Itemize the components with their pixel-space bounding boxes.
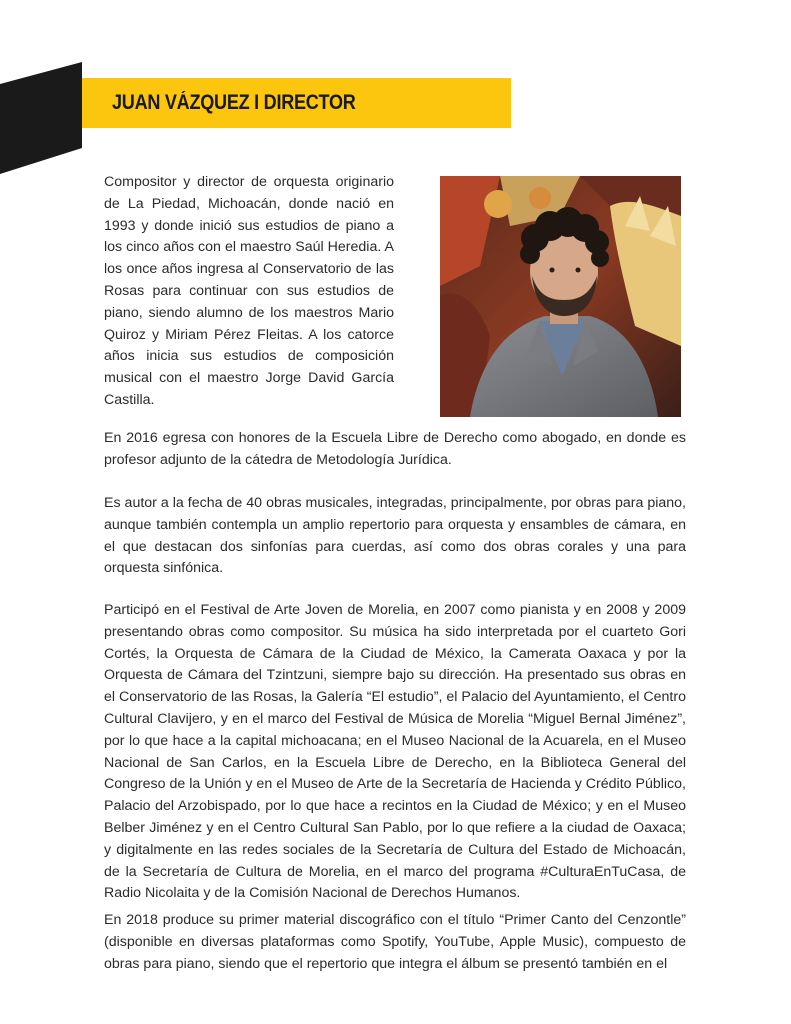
intro-paragraph: Compositor y director de orquesta originario de La Piedad, Michoacán, donde nació en 1993 y donde inició sus estudios de piano a los cinco años con el maestro Saúl Heredia. A los once años ingresa al Conservatorio de las Rosas para continuar con sus estudios de piano, siendo alumno de los maestros Mario Quiroz y Miriam Pérez Fleitas. A los catorce años inicia sus estudios de composición musical con el maestro Jorge David García Castilla. <box>104 174 394 408</box>
bio-paragraph-law: En 2016 egresa con honores de la Escuela Libre de Derecho como abogado, en donde es profesor adjunto de la cátedra de Metodología Jurídica. <box>104 430 686 468</box>
director-portrait <box>440 176 681 417</box>
bio-paragraph-discography: En 2018 produce su primer material discográfico con el título “Primer Canto del Cenzontle” (disponible en diversas plataformas como Spotify, YouTube, Apple Music), compuesto de obras para piano, siendo que el repertorio que integra el álbum se presentó también en el <box>104 912 686 972</box>
title-banner <box>82 78 511 128</box>
bio-paragraph-performances: Participó en el Festival de Arte Joven de Morelia, en 2007 como pianista y en 2008 y 2009 presentando obras como compositor. Su música ha sido interpretada por el cuarteto Gori Cortés, la Orquesta de Cámara de la Ciudad de México, la Camerata Oaxaca y por la Orquesta de Cámara del Tzintzuni, siempre bajo su dirección. Ha presentado sus obras en el Conservatorio de las Rosas, la Galería “El estudio”, el Palacio del Ayuntamiento, el Centro Cultural Clavijero, y en el marco del Festival de Música de Morelia “Miguel Bernal Jiménez”, por lo que hace a la capital michoacana; en el Museo Nacional de la Acuarela, en el Museo Nacional de San Carlos, en la Escuela Libre de Derecho, en la Biblioteca General del Congreso de la Unión y en el Museo de Arte de la Secretaría de Hacienda y Crédito Público, Palacio del Arzobispado, por lo que hace a recintos en la Ciudad de México; y en el Museo Belber Jiménez y en el Centro Cultural San Pablo, por lo que refiere a la ciudad de Oaxaca; y digitalmente en las redes sociales de la Secretaría de Cultura del Estado de Michoacán, de la Secretaría de Cultura de Morelia, en el marco del programa #CulturaEnTuCasa, de Radio Nicolaita y de la Comisión Nacional de Derechos Humanos. <box>104 602 686 902</box>
corner-decoration <box>0 62 82 174</box>
page-title: JUAN VÁZQUEZ I DIRECTOR <box>112 91 356 114</box>
bio-paragraph-works: Es autor a la fecha de 40 obras musicales, integradas, principalmente, por obras para piano, aunque también contempla un amplio repertorio para orquesta y ensambles de cámara, en el que destacan dos sinfonías para cuerdas, así como dos obras corales y una para orquesta sinfónica. <box>104 495 686 577</box>
